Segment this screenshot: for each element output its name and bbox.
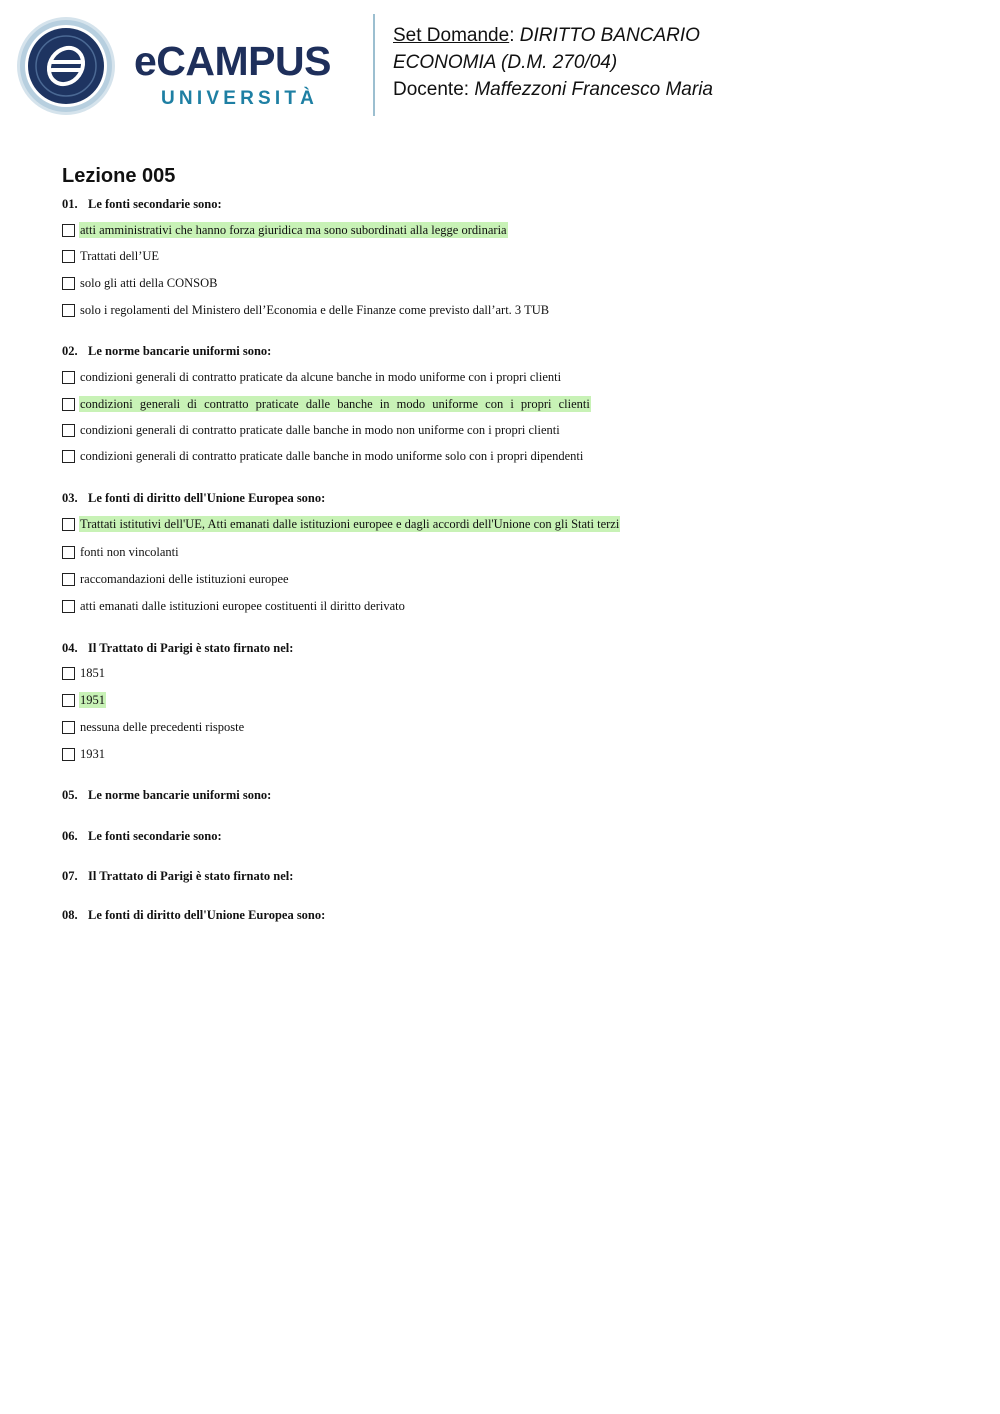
answer-option[interactable] — [62, 221, 508, 239]
answer-option[interactable] — [62, 597, 406, 615]
answer-text: condizioni generali di contratto praticate dalle banche in modo uniforme solo con i propri dipendenti — [80, 449, 584, 463]
answer-option[interactable] — [62, 691, 106, 709]
question-number: 06. — [62, 829, 78, 843]
answer-text: condizioni generali di contratto praticate dalle banche in modo non uniforme con i propri clienti — [80, 423, 560, 437]
answer-checkbox[interactable] — [62, 450, 75, 463]
course-degree: ECONOMIA (D.M. 270/04) — [393, 52, 618, 73]
correct-answer-text: atti amministrativi che hanno forza giuridica ma sono subordinati alla legge ordinaria — [80, 223, 507, 237]
question-text: Le norme bancarie uniformi sono: — [88, 788, 272, 802]
question-title — [62, 907, 325, 923]
answer-option[interactable] — [62, 301, 550, 319]
correct-answer-text: Trattati istitutivi dell'UE, Atti emanati dalle istituzioni europee e dagli accordi dell'Unione con gli Stati terzi — [80, 517, 620, 531]
answer-checkbox[interactable] — [62, 600, 75, 613]
answer-text: Trattati dell’UE — [80, 249, 160, 263]
question-text: Il Trattato di Parigi è stato firnato nel: — [88, 641, 294, 655]
answer-option[interactable] — [62, 274, 219, 292]
question-number: 08. — [62, 908, 78, 922]
brand-logo — [134, 38, 359, 113]
brand-name: eCAMPUS — [134, 38, 331, 84]
answer-checkbox[interactable] — [62, 518, 75, 531]
university-seal-logo — [16, 16, 116, 116]
teacher-line: Docente: Maffezzoni Francesco Maria — [393, 79, 713, 100]
answer-option[interactable] — [62, 745, 106, 763]
correct-answer-text: condizioni generali di contratto praticate dalle banche in modo uniforme con i propri clienti — [80, 397, 590, 411]
answer-text: condizioni generali di contratto praticate da alcune banche in modo uniforme con i propri clienti — [80, 370, 562, 384]
answer-text: nessuna delle precedenti risposte — [80, 720, 245, 734]
answer-text: 1851 — [80, 666, 105, 680]
answer-option[interactable] — [62, 447, 584, 465]
answer-checkbox[interactable] — [62, 224, 75, 237]
question-number: 04. — [62, 641, 78, 655]
answer-checkbox[interactable] — [62, 667, 75, 680]
answer-text: 1931 — [80, 747, 105, 761]
answer-option[interactable] — [62, 543, 180, 561]
lesson-title: Lezione 005 — [62, 165, 176, 187]
question-text: Le fonti secondarie sono: — [88, 197, 222, 211]
question-number: 03. — [62, 491, 78, 505]
answer-option[interactable] — [62, 368, 562, 386]
teacher-name: Maffezzoni Francesco Maria — [474, 79, 713, 100]
set-label: Set Domande — [393, 25, 510, 46]
answer-text: fonti non vincolanti — [80, 545, 179, 559]
question-title — [62, 490, 325, 506]
teacher-label: Docente — [393, 79, 464, 100]
header-divider — [373, 14, 375, 116]
answer-text: raccomandazioni delle istituzioni europee — [80, 572, 289, 586]
answer-option[interactable] — [62, 718, 245, 736]
answer-option[interactable] — [62, 395, 591, 413]
question-number: 01. — [62, 197, 78, 211]
answer-checkbox[interactable] — [62, 546, 75, 559]
answer-checkbox[interactable] — [62, 250, 75, 263]
question-text: Le fonti di diritto dell'Unione Europea sono: — [88, 908, 326, 922]
answer-checkbox[interactable] — [62, 424, 75, 437]
answer-checkbox[interactable] — [62, 304, 75, 317]
answer-option[interactable] — [62, 570, 290, 588]
question-text: Le fonti secondarie sono: — [88, 829, 222, 843]
page-header — [0, 0, 1000, 130]
answer-text: solo gli atti della CONSOB — [80, 276, 218, 290]
brand-subtitle: UNIVERSITÀ — [161, 88, 319, 109]
answer-checkbox[interactable] — [62, 573, 75, 586]
question-text: Il Trattato di Parigi è stato firnato nel: — [88, 869, 294, 883]
question-title — [62, 787, 271, 803]
question-title — [62, 343, 271, 359]
question-text: Le fonti di diritto dell'Unione Europea sono: — [88, 491, 326, 505]
question-number: 02. — [62, 344, 78, 358]
question-title — [62, 828, 222, 844]
answer-option[interactable] — [62, 664, 106, 682]
question-title — [62, 640, 293, 656]
answer-text: atti emanati dalle istituzioni europee costituenti il diritto derivato — [80, 599, 405, 613]
course-name: DIRITTO BANCARIO — [519, 25, 700, 46]
correct-answer-text: 1951 — [80, 693, 105, 707]
answer-checkbox[interactable] — [62, 748, 75, 761]
answer-checkbox[interactable] — [62, 371, 75, 384]
answer-option[interactable] — [62, 515, 620, 533]
answer-checkbox[interactable] — [62, 398, 75, 411]
answer-option[interactable] — [62, 247, 160, 265]
answer-checkbox[interactable] — [62, 277, 75, 290]
question-title — [62, 868, 293, 884]
answer-checkbox[interactable] — [62, 721, 75, 734]
course-line-2 — [393, 49, 713, 76]
question-number: 05. — [62, 788, 78, 802]
question-title — [62, 196, 222, 212]
answer-checkbox[interactable] — [62, 694, 75, 707]
question-number: 07. — [62, 869, 78, 883]
answer-option[interactable] — [62, 421, 561, 439]
course-line-1: Set Domande: DIRITTO BANCARIO — [393, 25, 700, 46]
answer-text: solo i regolamenti del Ministero dell’Economia e delle Finanze come previsto dall’art. 3 TUB — [80, 303, 550, 317]
course-info — [393, 22, 713, 103]
question-text: Le norme bancarie uniformi sono: — [88, 344, 272, 358]
